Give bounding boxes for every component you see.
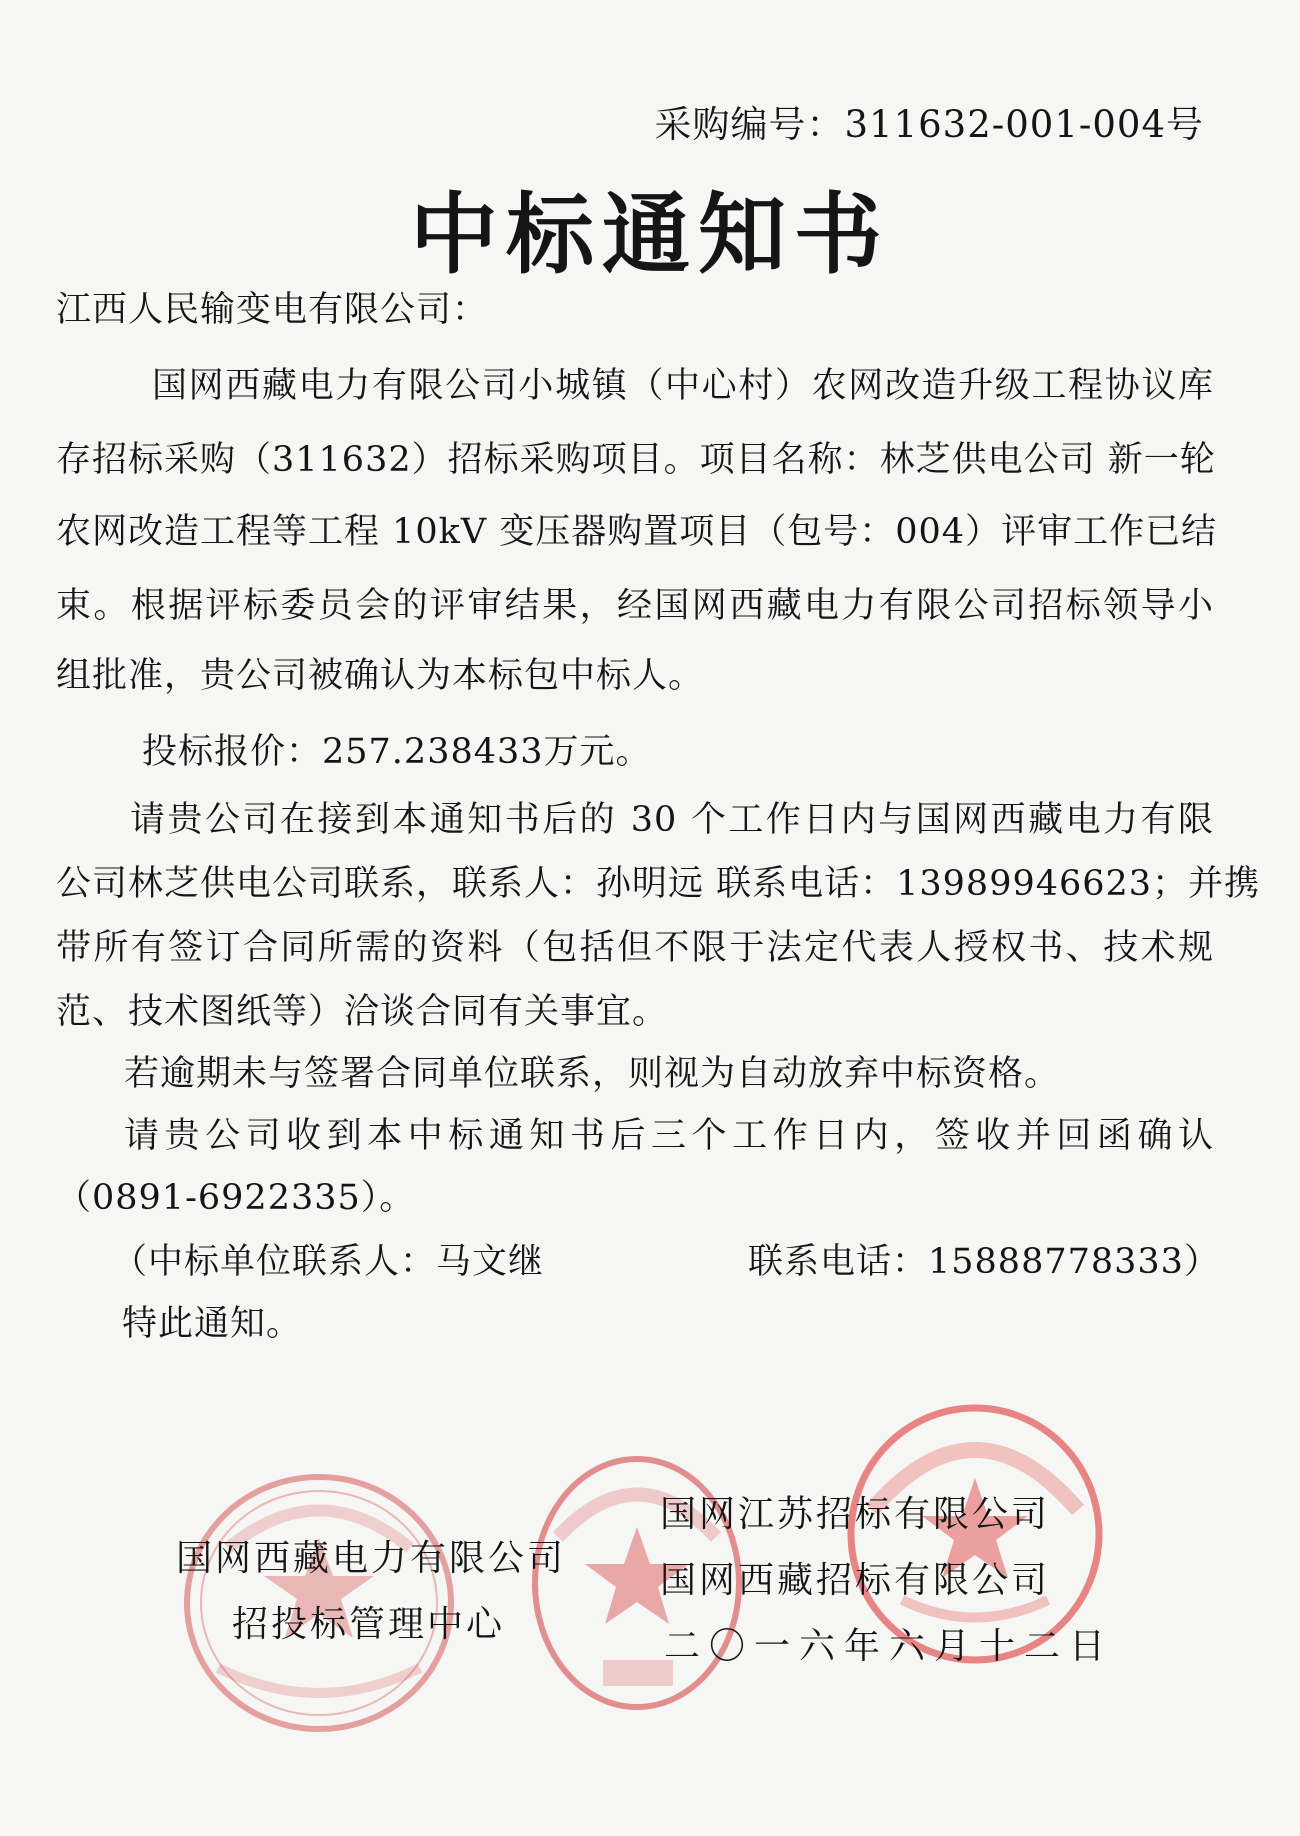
closing: 特此通知。 [122, 1304, 303, 1344]
procurement-number: 采购编号：311632-001-004号 [654, 103, 1204, 146]
winner-phone: 联系电话：15888778333） [748, 1242, 1220, 1282]
issue-date: 二〇一六年六月十二日 [664, 1626, 1115, 1667]
page-title: 中标通知书 [409, 182, 890, 286]
para1-line-2: 存招标采购（311632）招标采购项目。项目名称：林芝供电公司 新一轮 [56, 440, 1216, 480]
signatory-left-line-1: 国网西藏电力有限公司 [176, 1538, 567, 1579]
para4: 若逾期未与签署合同单位联系，则视为自动放弃中标资格。 [124, 1054, 1061, 1094]
signatory-right-line-2: 国网西藏招标有限公司 [660, 1560, 1051, 1601]
para3-line-1: 请贵公司在接到本通知书后的 30 个工作日内与国网西藏电力有限 [130, 800, 1214, 840]
para1-line-5: 组批准，贵公司被确认为本标包中标人。 [56, 656, 705, 696]
para1-line-3: 农网改造工程等工程 10kV 变压器购置项目（包号：004）评审工作已结 [56, 512, 1218, 552]
signatory-left-line-2: 招投标管理中心 [232, 1604, 506, 1645]
para3-line-2: 公司林芝供电公司联系，联系人：孙明远 联系电话：13989946623；并携 [56, 864, 1261, 904]
addressee: 江西人民输变电有限公司： [56, 290, 489, 330]
signatory-right-line-1: 国网江苏招标有限公司 [660, 1494, 1051, 1535]
para1-line-1: 国网西藏电力有限公司小城镇（中心村）农网改造升级工程协议库 [152, 366, 1214, 406]
para5-line-2: （0891-6922335）。 [56, 1178, 416, 1218]
para3-line-4: 范、技术图纸等）洽谈合同有关事宜。 [56, 992, 669, 1032]
winner-contact: （中标单位联系人：马文继 [112, 1242, 545, 1282]
bid-price: 投标报价：257.238433万元。 [142, 732, 652, 772]
para5-line-1: 请贵公司收到本中标通知书后三个工作日内，签收并回函确认 [124, 1116, 1214, 1156]
para1-line-4: 束。根据评标委员会的评审结果，经国网西藏电力有限公司招标领导小 [56, 586, 1214, 626]
para3-line-3: 带所有签订合同所需的资料（包括但不限于法定代表人授权书、技术规 [56, 928, 1214, 968]
